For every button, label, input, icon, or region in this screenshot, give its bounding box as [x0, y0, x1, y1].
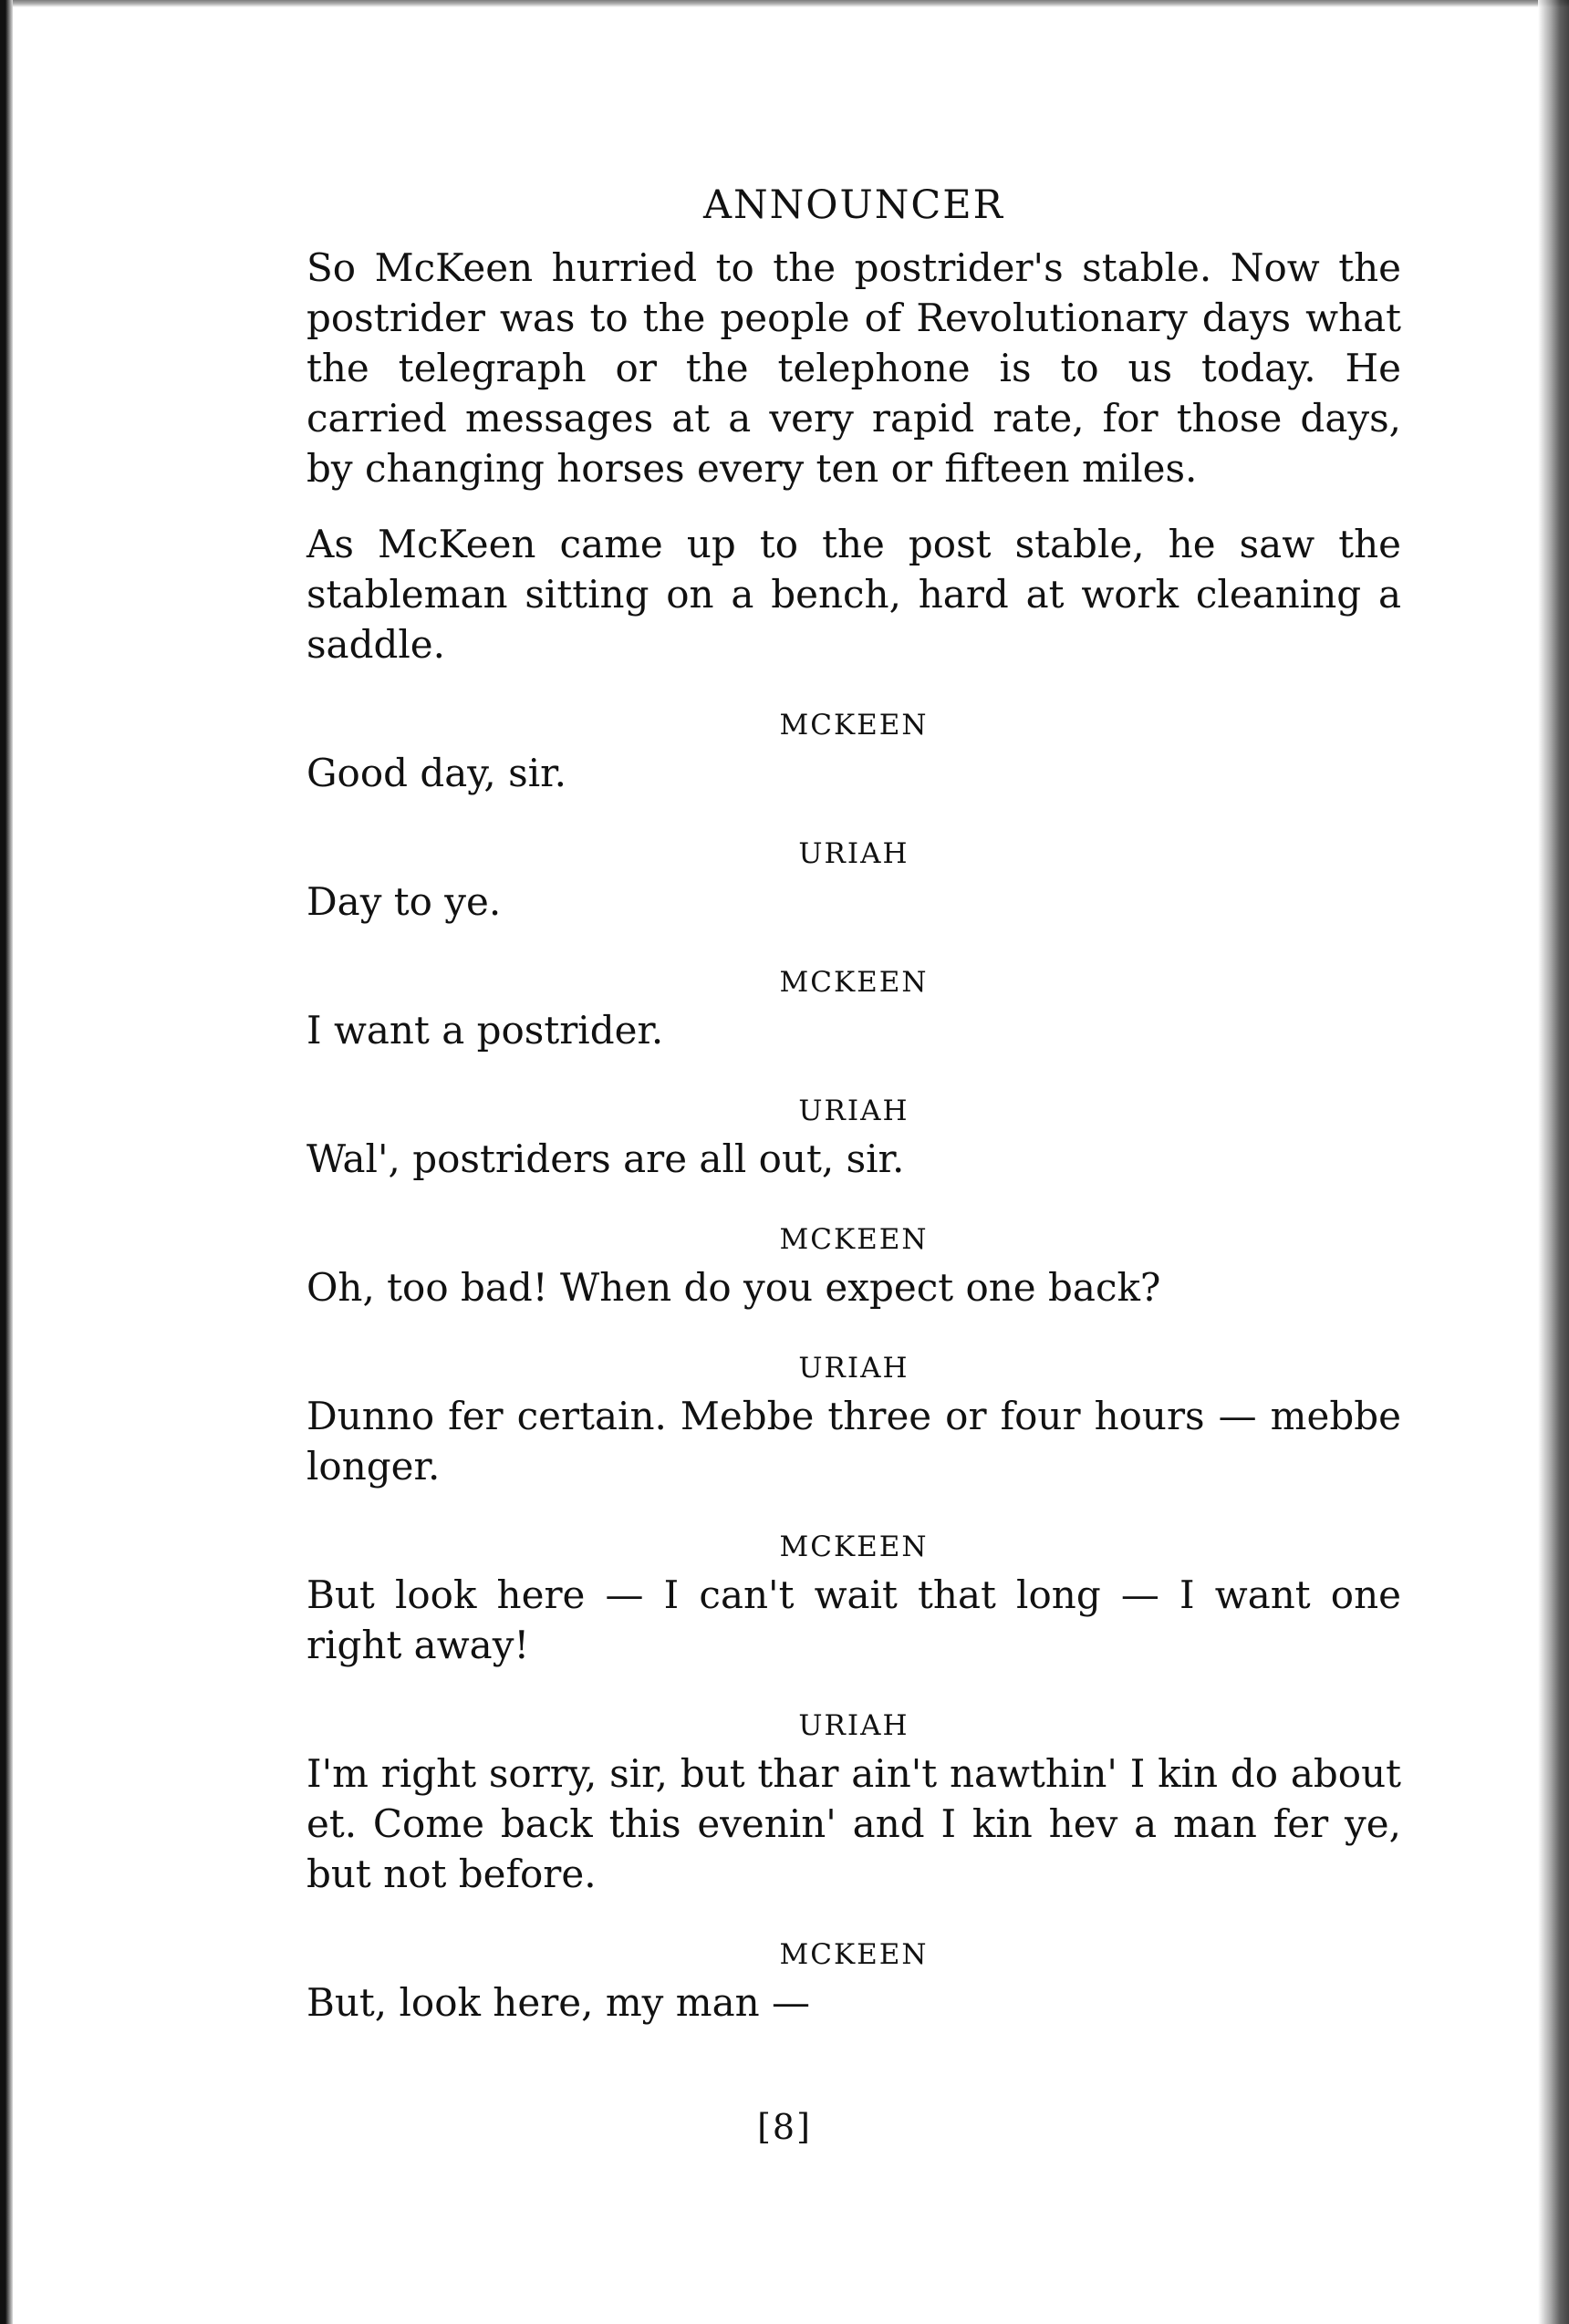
- narration-paragraph: As McKeen came up to the post stable, he saw the stableman sitting on a bench, hard at work cleaning a saddle.: [307, 521, 1401, 667]
- dialogue-line: But, look here, my man —: [307, 1980, 811, 2026]
- speaker-name: MCKEEN: [779, 965, 929, 999]
- dialogue-line: I'm right sorry, sir, but thar ain't nawthin' I kin do about et. Come back this evenin' and I kin hev a man fer ye, but not before.: [307, 1751, 1401, 1897]
- page-right-edge: [1538, 0, 1569, 2324]
- speaker-name: URIAH: [798, 836, 909, 870]
- speaker-name: MCKEEN: [779, 708, 929, 742]
- dialogue-line: Dunno fer certain. Mebbe three or four hours — mebbe longer.: [307, 1394, 1401, 1489]
- narration-paragraph: So McKeen hurried to the postrider's stable. Now the postrider was to the people of Revolutionary days what the telegraph or the telephone is to us today. He carried messages at a very rapid rate, for those days, by changing horses every ten or fifteen miles.: [307, 244, 1401, 491]
- page-content: [307, 182, 1401, 2028]
- page-left-edge: [0, 0, 13, 2324]
- speaker-name: MCKEEN: [779, 1222, 929, 1256]
- section-heading: ANNOUNCER: [702, 182, 1005, 228]
- speaker-name: URIAH: [798, 1094, 909, 1127]
- page-number: [8]: [757, 2107, 812, 2147]
- page-top-edge: [0, 0, 1569, 7]
- dialogue-line: I want a postrider.: [307, 1007, 664, 1053]
- dialogue-line: But look here — I can't wait that long — I want one right away!: [307, 1572, 1401, 1668]
- dialogue-line: Oh, too bad! When do you expect one back?: [307, 1265, 1161, 1311]
- speaker-name: URIAH: [798, 1352, 909, 1385]
- speaker-name: MCKEEN: [779, 1938, 929, 1972]
- speaker-name: MCKEEN: [779, 1530, 929, 1564]
- speaker-name: URIAH: [798, 1709, 909, 1743]
- dialogue-line: Good day, sir.: [307, 750, 566, 795]
- dialogue-line: Wal', postriders are all out, sir.: [307, 1136, 905, 1181]
- dialogue-line: Day to ye.: [307, 878, 502, 924]
